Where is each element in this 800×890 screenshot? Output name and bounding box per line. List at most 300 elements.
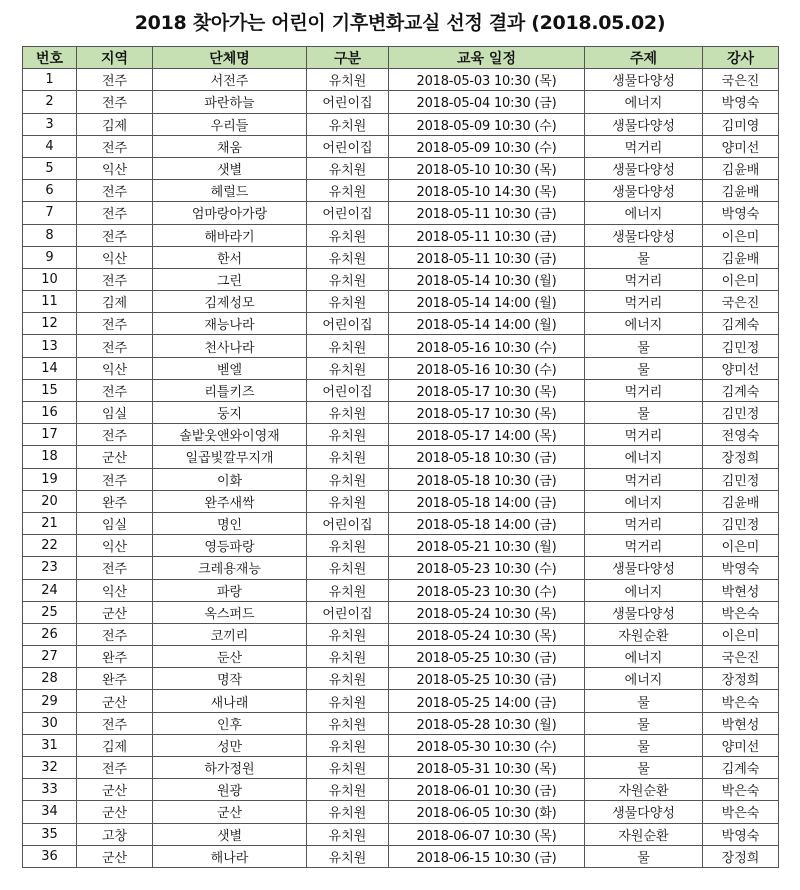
cell-instructor: 양미선 xyxy=(703,357,779,379)
table-row xyxy=(23,646,779,668)
cell-organization: 서전주 xyxy=(153,69,307,91)
cell-type: 유치원 xyxy=(307,757,389,779)
cell-type: 어린이집 xyxy=(307,379,389,401)
cell-organization: 천사나라 xyxy=(153,335,307,357)
cell-number: 18 xyxy=(23,446,77,468)
cell-region: 전주 xyxy=(77,69,153,91)
column-header-type: 구분 xyxy=(307,47,389,69)
cell-instructor: 박현성 xyxy=(703,712,779,734)
cell-schedule: 2018-05-23 10:30 (수) xyxy=(389,579,585,601)
cell-organization: 해바라기 xyxy=(153,224,307,246)
table-row xyxy=(23,91,779,113)
cell-region: 고창 xyxy=(77,823,153,845)
cell-instructor: 김민정 xyxy=(703,512,779,534)
cell-region: 군산 xyxy=(77,690,153,712)
cell-instructor: 박은숙 xyxy=(703,690,779,712)
cell-organization: 일곱빛깔무지개 xyxy=(153,446,307,468)
column-header-number: 번호 xyxy=(23,47,77,69)
cell-region: 완주 xyxy=(77,490,153,512)
cell-type: 유치원 xyxy=(307,845,389,867)
cell-instructor: 국은진 xyxy=(703,69,779,91)
cell-instructor: 장정희 xyxy=(703,668,779,690)
cell-topic: 먹거리 xyxy=(585,424,703,446)
cell-schedule: 2018-05-04 10:30 (금) xyxy=(389,91,585,113)
cell-schedule: 2018-05-30 10:30 (수) xyxy=(389,734,585,756)
cell-topic: 자원순환 xyxy=(585,823,703,845)
cell-type: 유치원 xyxy=(307,224,389,246)
cell-organization: 하가정원 xyxy=(153,757,307,779)
cell-topic: 먹거리 xyxy=(585,379,703,401)
cell-number: 25 xyxy=(23,601,77,623)
cell-region: 익산 xyxy=(77,535,153,557)
cell-schedule: 2018-05-17 10:30 (목) xyxy=(389,379,585,401)
table-row xyxy=(23,224,779,246)
cell-topic: 에너지 xyxy=(585,579,703,601)
table-row xyxy=(23,402,779,424)
cell-topic: 물 xyxy=(585,357,703,379)
table-row xyxy=(23,335,779,357)
cell-schedule: 2018-06-07 10:30 (목) xyxy=(389,823,585,845)
cell-schedule: 2018-05-24 10:30 (목) xyxy=(389,601,585,623)
cell-organization: 엄마랑아가랑 xyxy=(153,202,307,224)
cell-type: 유치원 xyxy=(307,246,389,268)
cell-organization: 둥지 xyxy=(153,402,307,424)
cell-number: 22 xyxy=(23,535,77,557)
cell-organization: 영등파랑 xyxy=(153,535,307,557)
cell-number: 21 xyxy=(23,512,77,534)
cell-type: 유치원 xyxy=(307,734,389,756)
cell-topic: 먹거리 xyxy=(585,512,703,534)
cell-number: 13 xyxy=(23,335,77,357)
cell-region: 전주 xyxy=(77,313,153,335)
cell-schedule: 2018-05-11 10:30 (금) xyxy=(389,202,585,224)
cell-number: 6 xyxy=(23,180,77,202)
cell-region: 전주 xyxy=(77,268,153,290)
cell-region: 전주 xyxy=(77,557,153,579)
cell-number: 15 xyxy=(23,379,77,401)
cell-region: 군산 xyxy=(77,801,153,823)
cell-instructor: 김민정 xyxy=(703,402,779,424)
cell-region: 전주 xyxy=(77,757,153,779)
cell-number: 35 xyxy=(23,823,77,845)
selection-results-table xyxy=(22,46,779,868)
cell-topic: 생물다양성 xyxy=(585,157,703,179)
cell-topic: 물 xyxy=(585,757,703,779)
cell-topic: 생물다양성 xyxy=(585,801,703,823)
table-row xyxy=(23,357,779,379)
cell-instructor: 이은미 xyxy=(703,268,779,290)
cell-organization: 이화 xyxy=(153,468,307,490)
cell-organization: 군산 xyxy=(153,801,307,823)
cell-schedule: 2018-05-21 10:30 (월) xyxy=(389,535,585,557)
cell-number: 24 xyxy=(23,579,77,601)
cell-organization: 그린 xyxy=(153,268,307,290)
cell-topic: 물 xyxy=(585,402,703,424)
cell-region: 김제 xyxy=(77,734,153,756)
cell-topic: 먹거리 xyxy=(585,291,703,313)
table-row xyxy=(23,113,779,135)
table-row xyxy=(23,845,779,867)
cell-topic: 에너지 xyxy=(585,202,703,224)
cell-number: 29 xyxy=(23,690,77,712)
cell-region: 전주 xyxy=(77,468,153,490)
cell-schedule: 2018-05-09 10:30 (수) xyxy=(389,113,585,135)
cell-schedule: 2018-06-01 10:30 (금) xyxy=(389,779,585,801)
table-row xyxy=(23,246,779,268)
cell-organization: 샛별 xyxy=(153,157,307,179)
cell-instructor: 양미선 xyxy=(703,135,779,157)
table-row xyxy=(23,823,779,845)
cell-type: 유치원 xyxy=(307,402,389,424)
column-header-schedule: 교육 일정 xyxy=(389,47,585,69)
cell-schedule: 2018-05-18 14:00 (금) xyxy=(389,512,585,534)
cell-number: 3 xyxy=(23,113,77,135)
cell-type: 유치원 xyxy=(307,823,389,845)
cell-instructor: 박은숙 xyxy=(703,779,779,801)
cell-region: 전주 xyxy=(77,180,153,202)
cell-instructor: 이은미 xyxy=(703,535,779,557)
cell-topic: 먹거리 xyxy=(585,535,703,557)
cell-schedule: 2018-05-25 14:00 (금) xyxy=(389,690,585,712)
cell-number: 16 xyxy=(23,402,77,424)
cell-schedule: 2018-05-25 10:30 (금) xyxy=(389,668,585,690)
cell-region: 군산 xyxy=(77,601,153,623)
column-header-region: 지역 xyxy=(77,47,153,69)
table-header xyxy=(23,47,779,69)
column-header-instructor: 강사 xyxy=(703,47,779,69)
table-row xyxy=(23,779,779,801)
table-row xyxy=(23,424,779,446)
cell-type: 유치원 xyxy=(307,801,389,823)
cell-instructor: 김윤배 xyxy=(703,157,779,179)
cell-region: 전주 xyxy=(77,135,153,157)
cell-schedule: 2018-05-18 10:30 (금) xyxy=(389,468,585,490)
table-row xyxy=(23,512,779,534)
cell-topic: 물 xyxy=(585,690,703,712)
table-row xyxy=(23,757,779,779)
cell-region: 익산 xyxy=(77,246,153,268)
cell-region: 익산 xyxy=(77,157,153,179)
cell-number: 20 xyxy=(23,490,77,512)
cell-schedule: 2018-05-11 10:30 (금) xyxy=(389,224,585,246)
cell-region: 군산 xyxy=(77,779,153,801)
cell-schedule: 2018-06-15 10:30 (금) xyxy=(389,845,585,867)
cell-organization: 해나라 xyxy=(153,845,307,867)
cell-type: 유치원 xyxy=(307,180,389,202)
cell-type: 유치원 xyxy=(307,468,389,490)
cell-instructor: 김민정 xyxy=(703,468,779,490)
cell-type: 어린이집 xyxy=(307,202,389,224)
cell-schedule: 2018-05-14 14:00 (월) xyxy=(389,291,585,313)
cell-topic: 물 xyxy=(585,246,703,268)
cell-topic: 먹거리 xyxy=(585,468,703,490)
cell-topic: 생물다양성 xyxy=(585,557,703,579)
cell-organization: 파란하늘 xyxy=(153,91,307,113)
cell-number: 27 xyxy=(23,646,77,668)
table-row xyxy=(23,291,779,313)
cell-schedule: 2018-05-28 10:30 (월) xyxy=(389,712,585,734)
cell-region: 군산 xyxy=(77,446,153,468)
cell-region: 전주 xyxy=(77,379,153,401)
cell-organization: 재능나라 xyxy=(153,313,307,335)
cell-organization: 완주새싹 xyxy=(153,490,307,512)
cell-topic: 생물다양성 xyxy=(585,180,703,202)
cell-number: 12 xyxy=(23,313,77,335)
cell-topic: 물 xyxy=(585,734,703,756)
cell-region: 전주 xyxy=(77,224,153,246)
cell-instructor: 박은숙 xyxy=(703,601,779,623)
cell-topic: 에너지 xyxy=(585,646,703,668)
cell-schedule: 2018-05-16 10:30 (수) xyxy=(389,357,585,379)
cell-instructor: 박영숙 xyxy=(703,202,779,224)
cell-region: 전주 xyxy=(77,91,153,113)
cell-type: 유치원 xyxy=(307,268,389,290)
cell-type: 어린이집 xyxy=(307,512,389,534)
cell-region: 전주 xyxy=(77,424,153,446)
cell-topic: 에너지 xyxy=(585,446,703,468)
cell-instructor: 이은미 xyxy=(703,623,779,645)
cell-type: 유치원 xyxy=(307,157,389,179)
cell-number: 28 xyxy=(23,668,77,690)
table-row xyxy=(23,468,779,490)
cell-type: 유치원 xyxy=(307,335,389,357)
cell-organization: 크레용재능 xyxy=(153,557,307,579)
table-row xyxy=(23,379,779,401)
cell-type: 유치원 xyxy=(307,668,389,690)
cell-schedule: 2018-05-11 10:30 (금) xyxy=(389,246,585,268)
cell-number: 8 xyxy=(23,224,77,246)
cell-instructor: 김계숙 xyxy=(703,313,779,335)
cell-type: 유치원 xyxy=(307,579,389,601)
cell-number: 26 xyxy=(23,623,77,645)
cell-organization: 명작 xyxy=(153,668,307,690)
cell-organization: 원광 xyxy=(153,779,307,801)
table-row xyxy=(23,690,779,712)
cell-organization: 성만 xyxy=(153,734,307,756)
cell-region: 김제 xyxy=(77,113,153,135)
cell-instructor: 박영숙 xyxy=(703,91,779,113)
cell-type: 유치원 xyxy=(307,535,389,557)
cell-number: 4 xyxy=(23,135,77,157)
cell-type: 유치원 xyxy=(307,623,389,645)
cell-type: 유치원 xyxy=(307,690,389,712)
cell-instructor: 박영숙 xyxy=(703,557,779,579)
cell-organization: 채움 xyxy=(153,135,307,157)
cell-number: 2 xyxy=(23,91,77,113)
cell-topic: 생물다양성 xyxy=(585,601,703,623)
cell-schedule: 2018-05-10 10:30 (목) xyxy=(389,157,585,179)
cell-schedule: 2018-05-14 10:30 (월) xyxy=(389,268,585,290)
cell-region: 전주 xyxy=(77,712,153,734)
cell-topic: 에너지 xyxy=(585,490,703,512)
cell-instructor: 국은진 xyxy=(703,291,779,313)
cell-organization: 둔산 xyxy=(153,646,307,668)
cell-schedule: 2018-05-09 10:30 (수) xyxy=(389,135,585,157)
cell-instructor: 김윤배 xyxy=(703,246,779,268)
cell-topic: 자원순환 xyxy=(585,779,703,801)
cell-type: 어린이집 xyxy=(307,601,389,623)
table-row xyxy=(23,446,779,468)
table-row xyxy=(23,490,779,512)
cell-number: 30 xyxy=(23,712,77,734)
cell-region: 전주 xyxy=(77,202,153,224)
cell-region: 익산 xyxy=(77,579,153,601)
cell-topic: 먹거리 xyxy=(585,268,703,290)
table-row xyxy=(23,734,779,756)
cell-instructor: 김계숙 xyxy=(703,757,779,779)
cell-instructor: 박영숙 xyxy=(703,823,779,845)
cell-region: 군산 xyxy=(77,845,153,867)
cell-schedule: 2018-05-23 10:30 (수) xyxy=(389,557,585,579)
cell-schedule: 2018-05-18 14:00 (금) xyxy=(389,490,585,512)
cell-instructor: 김민정 xyxy=(703,335,779,357)
cell-organization: 새나래 xyxy=(153,690,307,712)
cell-schedule: 2018-05-10 14:30 (목) xyxy=(389,180,585,202)
cell-topic: 물 xyxy=(585,845,703,867)
cell-organization: 솔밭웃앤와이영재 xyxy=(153,424,307,446)
cell-region: 임실 xyxy=(77,402,153,424)
cell-type: 유치원 xyxy=(307,357,389,379)
cell-type: 유치원 xyxy=(307,291,389,313)
cell-schedule: 2018-05-16 10:30 (수) xyxy=(389,335,585,357)
cell-number: 19 xyxy=(23,468,77,490)
table-row xyxy=(23,668,779,690)
cell-instructor: 전영숙 xyxy=(703,424,779,446)
cell-region: 전주 xyxy=(77,335,153,357)
cell-number: 17 xyxy=(23,424,77,446)
page-title: 2018 찾아가는 어린이 기후변화교실 선정 결과 (2018.05.02) xyxy=(134,12,666,34)
table-row xyxy=(23,601,779,623)
cell-organization: 인후 xyxy=(153,712,307,734)
table-row xyxy=(23,623,779,645)
cell-topic: 물 xyxy=(585,335,703,357)
column-header-topic: 주제 xyxy=(585,47,703,69)
cell-organization: 리틀키즈 xyxy=(153,379,307,401)
table-row xyxy=(23,535,779,557)
cell-number: 11 xyxy=(23,291,77,313)
table-row xyxy=(23,313,779,335)
cell-number: 7 xyxy=(23,202,77,224)
column-header-organization: 단체명 xyxy=(153,47,307,69)
table-row xyxy=(23,135,779,157)
cell-region: 완주 xyxy=(77,668,153,690)
cell-topic: 생물다양성 xyxy=(585,224,703,246)
cell-instructor: 장정희 xyxy=(703,446,779,468)
cell-region: 익산 xyxy=(77,357,153,379)
cell-region: 전주 xyxy=(77,623,153,645)
cell-type: 유치원 xyxy=(307,446,389,468)
table-row xyxy=(23,801,779,823)
table-row xyxy=(23,157,779,179)
table-row xyxy=(23,557,779,579)
cell-number: 34 xyxy=(23,801,77,823)
cell-organization: 명인 xyxy=(153,512,307,534)
cell-organization: 헤럴드 xyxy=(153,180,307,202)
cell-schedule: 2018-06-05 10:30 (화) xyxy=(389,801,585,823)
cell-topic: 에너지 xyxy=(585,668,703,690)
cell-schedule: 2018-05-17 10:30 (목) xyxy=(389,402,585,424)
cell-schedule: 2018-05-18 10:30 (금) xyxy=(389,446,585,468)
cell-instructor: 박은숙 xyxy=(703,801,779,823)
cell-instructor: 김윤배 xyxy=(703,490,779,512)
cell-organization: 파랑 xyxy=(153,579,307,601)
cell-instructor: 장정희 xyxy=(703,845,779,867)
cell-schedule: 2018-05-14 14:00 (월) xyxy=(389,313,585,335)
cell-organization: 김제성모 xyxy=(153,291,307,313)
cell-schedule: 2018-05-31 10:30 (목) xyxy=(389,757,585,779)
cell-topic: 에너지 xyxy=(585,313,703,335)
cell-number: 14 xyxy=(23,357,77,379)
cell-number: 1 xyxy=(23,69,77,91)
cell-region: 완주 xyxy=(77,646,153,668)
cell-number: 9 xyxy=(23,246,77,268)
cell-number: 10 xyxy=(23,268,77,290)
cell-schedule: 2018-05-24 10:30 (목) xyxy=(389,623,585,645)
cell-type: 유치원 xyxy=(307,646,389,668)
cell-type: 어린이집 xyxy=(307,313,389,335)
cell-schedule: 2018-05-17 14:00 (목) xyxy=(389,424,585,446)
cell-type: 유치원 xyxy=(307,424,389,446)
cell-type: 유치원 xyxy=(307,779,389,801)
table-row xyxy=(23,268,779,290)
cell-type: 유치원 xyxy=(307,69,389,91)
table-body xyxy=(23,69,779,868)
cell-number: 5 xyxy=(23,157,77,179)
cell-topic: 생물다양성 xyxy=(585,113,703,135)
cell-type: 어린이집 xyxy=(307,91,389,113)
cell-type: 유치원 xyxy=(307,712,389,734)
cell-topic: 생물다양성 xyxy=(585,69,703,91)
cell-topic: 에너지 xyxy=(585,91,703,113)
cell-organization: 한서 xyxy=(153,246,307,268)
cell-instructor: 국은진 xyxy=(703,646,779,668)
cell-organization: 우리들 xyxy=(153,113,307,135)
cell-type: 어린이집 xyxy=(307,135,389,157)
cell-number: 23 xyxy=(23,557,77,579)
cell-instructor: 이은미 xyxy=(703,224,779,246)
table-row xyxy=(23,180,779,202)
cell-number: 31 xyxy=(23,734,77,756)
cell-topic: 물 xyxy=(585,712,703,734)
cell-schedule: 2018-05-03 10:30 (목) xyxy=(389,69,585,91)
cell-number: 36 xyxy=(23,845,77,867)
cell-number: 32 xyxy=(23,757,77,779)
cell-organization: 샛별 xyxy=(153,823,307,845)
cell-instructor: 김계숙 xyxy=(703,379,779,401)
cell-organization: 코끼리 xyxy=(153,623,307,645)
cell-instructor: 양미선 xyxy=(703,734,779,756)
cell-region: 임실 xyxy=(77,512,153,534)
cell-instructor: 김윤배 xyxy=(703,180,779,202)
cell-region: 김제 xyxy=(77,291,153,313)
cell-type: 유치원 xyxy=(307,113,389,135)
cell-topic: 자원순환 xyxy=(585,623,703,645)
cell-organization: 옥스퍼드 xyxy=(153,601,307,623)
cell-organization: 벧엘 xyxy=(153,357,307,379)
cell-number: 33 xyxy=(23,779,77,801)
header-row xyxy=(23,47,779,69)
cell-type: 유치원 xyxy=(307,557,389,579)
table-row xyxy=(23,712,779,734)
table-row xyxy=(23,579,779,601)
table-row xyxy=(23,202,779,224)
cell-type: 유치원 xyxy=(307,490,389,512)
cell-instructor: 박현성 xyxy=(703,579,779,601)
cell-topic: 먹거리 xyxy=(585,135,703,157)
cell-schedule: 2018-05-25 10:30 (금) xyxy=(389,646,585,668)
table-row xyxy=(23,69,779,91)
cell-instructor: 김미영 xyxy=(703,113,779,135)
